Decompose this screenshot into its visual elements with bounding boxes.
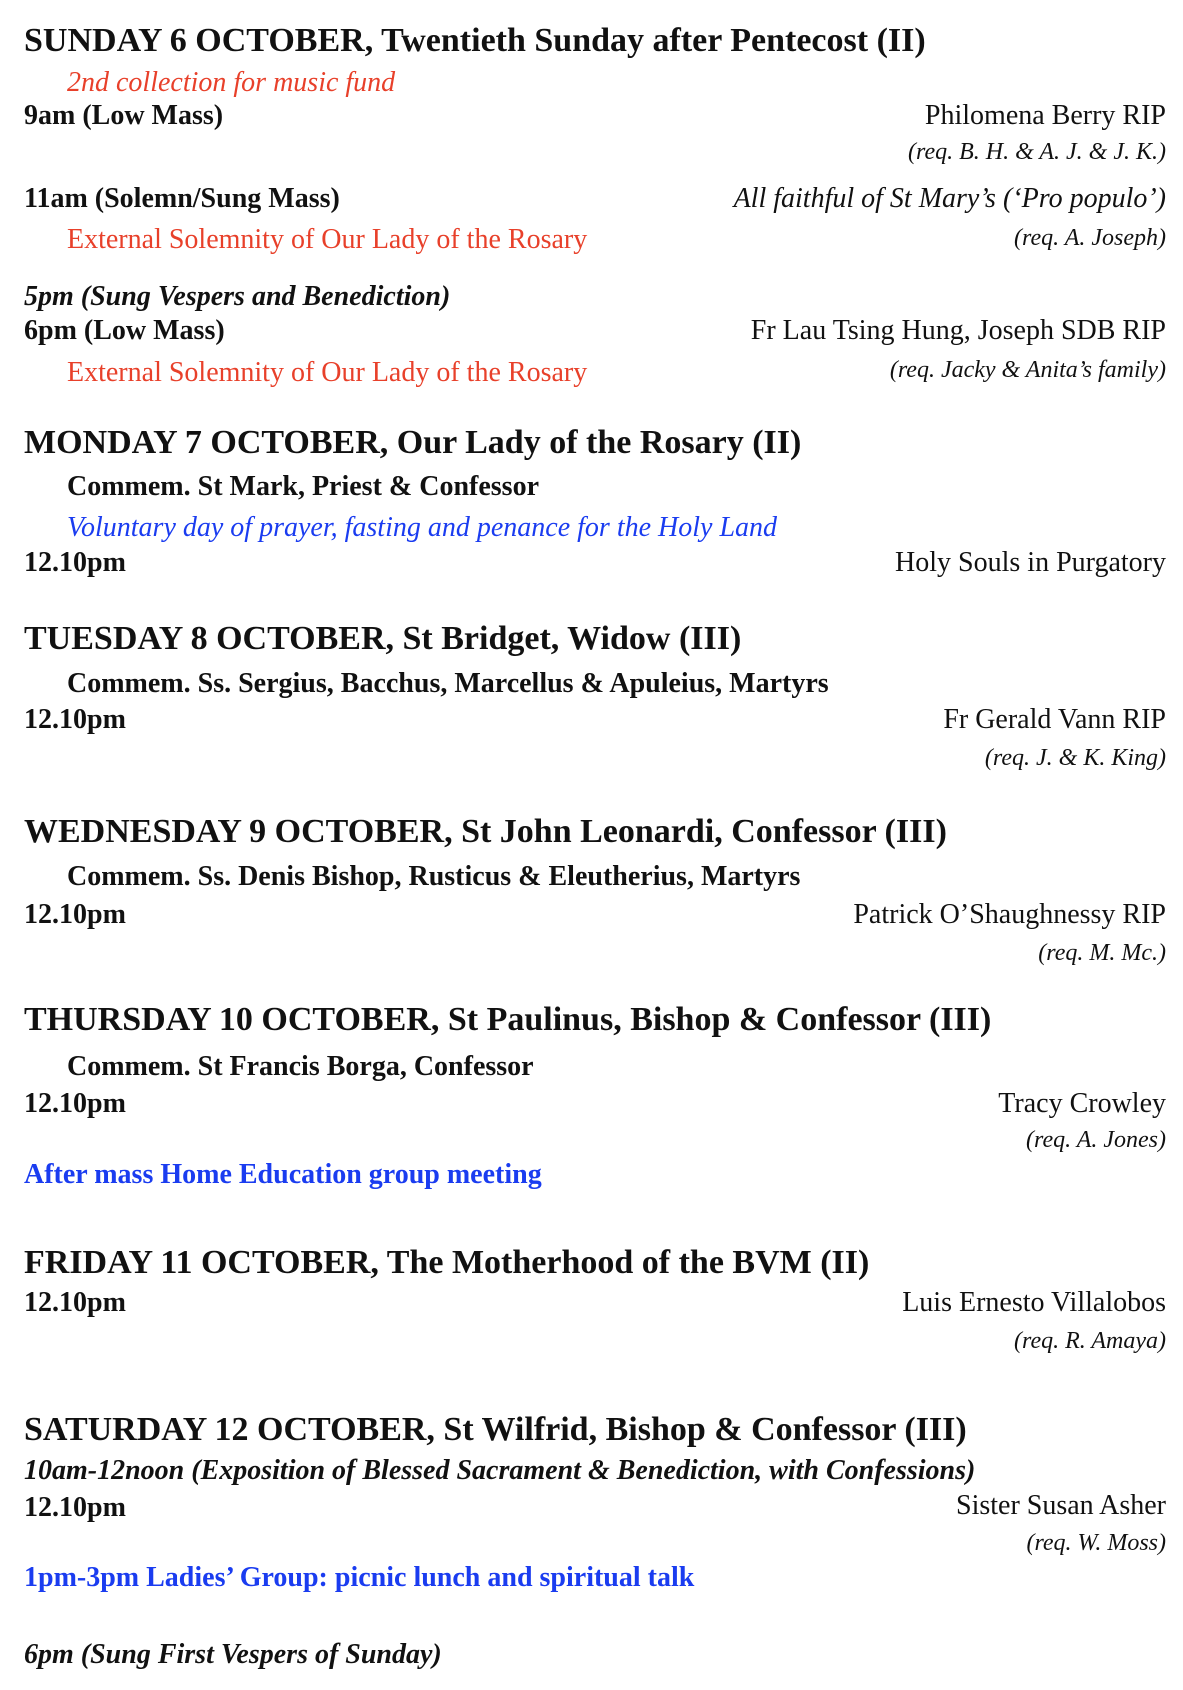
mass-intention: Fr Lau Tsing Hung, Joseph SDB RIP (750, 315, 1166, 346)
vespers-time: 5pm (Sung Vespers and Benediction) (24, 281, 451, 312)
mass-time: 12.10pm (24, 1287, 126, 1318)
mass-time: 12.10pm (24, 1088, 126, 1119)
mass-time: 12.10pm (24, 547, 126, 578)
event-note: 1pm-3pm Ladies’ Group: picnic lunch and spiritual talk (24, 1562, 695, 1593)
exposition-time: 10am-12noon (Exposition of Blessed Sacrament & Benediction, with Confessions) (24, 1455, 976, 1486)
mass-requester: (req. M. Mc.) (1038, 940, 1166, 966)
day-heading-friday: FRIDAY 11 OCTOBER, The Motherhood of the BVM (II) (24, 1244, 870, 1281)
mass-requester: (req. A. Joseph) (1014, 225, 1166, 251)
mass-requester: (req. Jacky & Anita’s family) (889, 357, 1166, 383)
collection-note: 2nd collection for music fund (67, 67, 396, 98)
mass-time: 9am (Low Mass) (24, 100, 224, 131)
prayer-day-note: Voluntary day of prayer, fasting and penance for the Holy Land (67, 512, 778, 543)
day-heading-sunday: SUNDAY 6 OCTOBER, Twentieth Sunday after Pentecost (II) (24, 22, 926, 59)
mass-intention: All faithful of St Mary’s (‘Pro populo’) (733, 183, 1166, 214)
mass-requester: (req. A. Jones) (1026, 1127, 1166, 1153)
event-note: After mass Home Education group meeting (24, 1159, 542, 1190)
commemoration: Commem. Ss. Sergius, Bacchus, Marcellus & Apuleius, Martyrs (67, 668, 829, 699)
vespers-time: 6pm (Sung First Vespers of Sunday) (24, 1639, 442, 1670)
mass-requester: (req. B. H. & A. J. & J. K.) (908, 139, 1166, 165)
commemoration: Commem. St Mark, Priest & Confessor (67, 471, 539, 502)
mass-time: 11am (Solemn/Sung Mass) (24, 183, 340, 214)
day-heading-tuesday: TUESDAY 8 OCTOBER, St Bridget, Widow (III) (24, 620, 742, 657)
day-heading-wednesday: WEDNESDAY 9 OCTOBER, St John Leonardi, Confessor (III) (24, 813, 947, 850)
mass-requester: (req. J. & K. King) (984, 745, 1166, 771)
mass-requester: (req. R. Amaya) (1014, 1328, 1166, 1354)
mass-intention: Fr Gerald Vann RIP (943, 704, 1166, 735)
mass-intention: Patrick O’Shaughnessy RIP (853, 899, 1166, 930)
mass-intention: Philomena Berry RIP (924, 100, 1166, 131)
mass-intention: Holy Souls in Purgatory (895, 547, 1166, 578)
mass-time: 12.10pm (24, 899, 126, 930)
mass-intention: Luis Ernesto Villalobos (902, 1287, 1166, 1318)
day-heading-monday: MONDAY 7 OCTOBER, Our Lady of the Rosary (II) (24, 424, 802, 461)
solemnity-note: External Solemnity of Our Lady of the Rosary (67, 357, 588, 388)
mass-intention: Sister Susan Asher (956, 1490, 1166, 1521)
mass-time: 6pm (Low Mass) (24, 315, 225, 346)
day-heading-thursday: THURSDAY 10 OCTOBER, St Paulinus, Bishop & Confessor (III) (24, 1001, 992, 1038)
mass-time: 12.10pm (24, 704, 126, 735)
mass-requester: (req. W. Moss) (1026, 1530, 1166, 1556)
day-heading-saturday: SATURDAY 12 OCTOBER, St Wilfrid, Bishop & Confessor (III) (24, 1411, 967, 1448)
commemoration: Commem. Ss. Denis Bishop, Rusticus & Eleutherius, Martyrs (67, 861, 801, 892)
commemoration: Commem. St Francis Borga, Confessor (67, 1051, 534, 1082)
mass-time: 12.10pm (24, 1492, 126, 1523)
solemnity-note: External Solemnity of Our Lady of the Rosary (67, 224, 588, 255)
mass-intention: Tracy Crowley (998, 1088, 1166, 1119)
